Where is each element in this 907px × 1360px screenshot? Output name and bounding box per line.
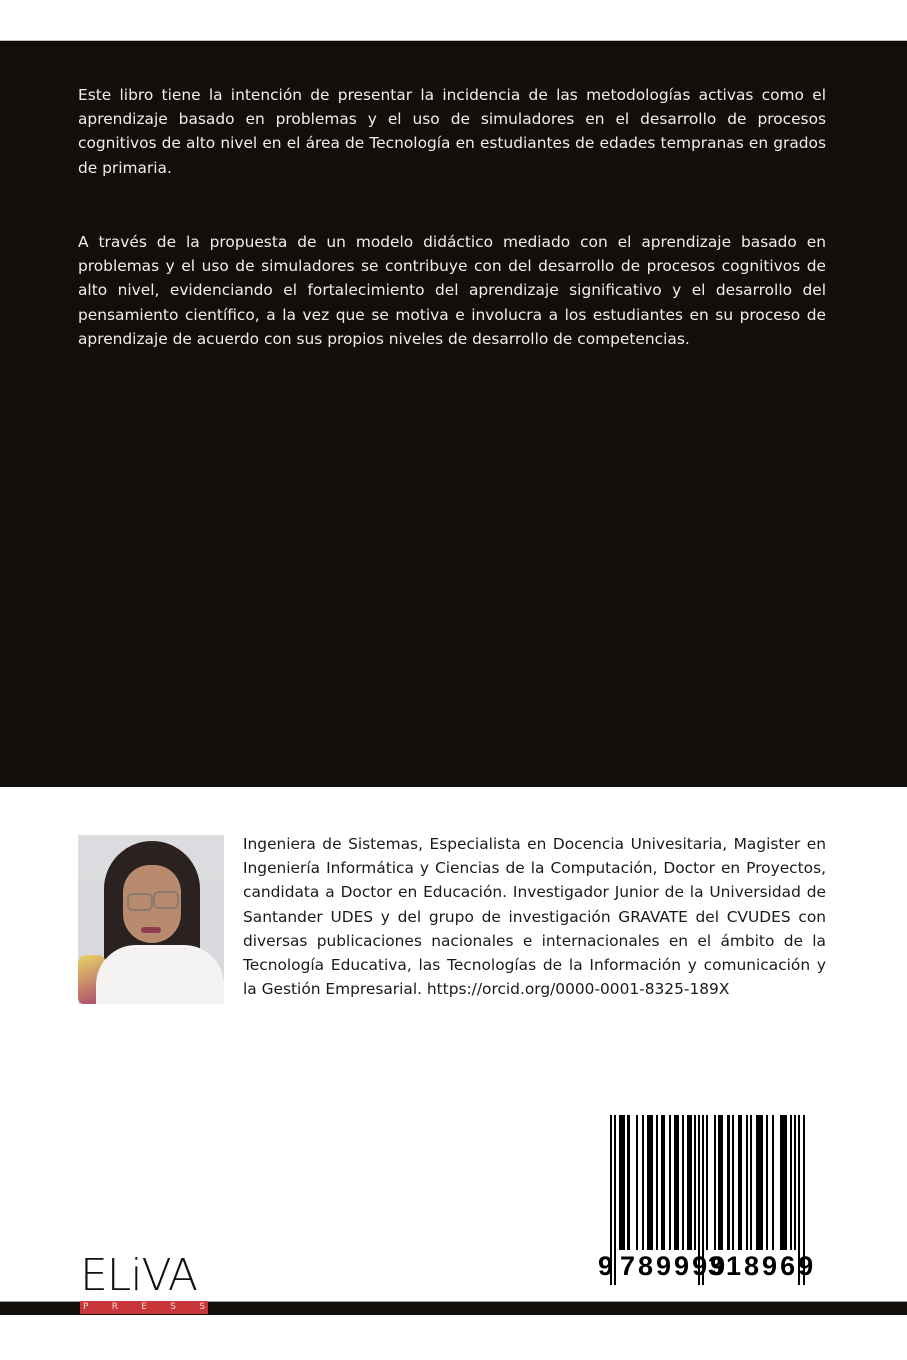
press-letter: E xyxy=(141,1302,147,1312)
press-letter: S xyxy=(199,1302,205,1312)
blurb-paragraph-2: A través de la propuesta de un modelo didáctico mediado con el aprendizaje basado en problemas y el uso de simuladores se contribuye con del desarrollo de procesos cognitivos de alto nivel, evidenciando el fortalecimiento del aprendizaje significativo y el desarrollo del pensamiento científico, a la vez que se motiva e involucra a los estudiantes en su proceso de aprendizaje de acuerdo con sus propios niveles de desarrollo de competencias. xyxy=(78,233,826,348)
press-letter: S xyxy=(170,1302,176,1312)
blurb-paragraph-1: Este libro tiene la intención de presentar la incidencia de las metodologías activas como el aprendizaje basado en problemas y el uso de simuladores en el desarrollo de procesos cognitivos de alto nivel en el área de Tecnología en estudiantes de edades tempranas en grados de primaria. xyxy=(78,86,826,177)
isbn-barcode xyxy=(598,1115,828,1285)
press-banner xyxy=(80,1301,208,1314)
press-letter: R xyxy=(111,1302,118,1312)
publisher-logo-text: ELiVA xyxy=(80,1250,197,1301)
glasses-icon xyxy=(153,891,179,909)
press-letter: P xyxy=(83,1302,89,1312)
isbn-group-1: 789999 xyxy=(620,1251,729,1281)
photo-lips xyxy=(141,927,161,933)
author-photo xyxy=(78,835,224,1004)
isbn-lead-digit: 9 xyxy=(598,1251,617,1281)
glasses-icon xyxy=(127,893,153,911)
publisher-logo xyxy=(80,1250,210,1314)
isbn-group-2: 318969 xyxy=(708,1251,817,1281)
photo-shirt xyxy=(96,945,224,1004)
author-bio: Ingeniera de Sistemas, Especialista en Docencia Univesitaria, Magister en Ingeniería Informática y Ciencias de la Computación, Doctor en Proyectos, candidata a Doctor en Educación. Investigador Junior de la Universidad de Santander UDES y del grupo de investigación GRAVATE del CVUDES con diversas publicaciones nacionales e internacionales en el ámbito de la Tecnología Educativa, las Tecnologías de la Información y comunicación y la Gestión Empresarial. https://orcid.org/0000-0001-8325-189X xyxy=(243,835,826,999)
